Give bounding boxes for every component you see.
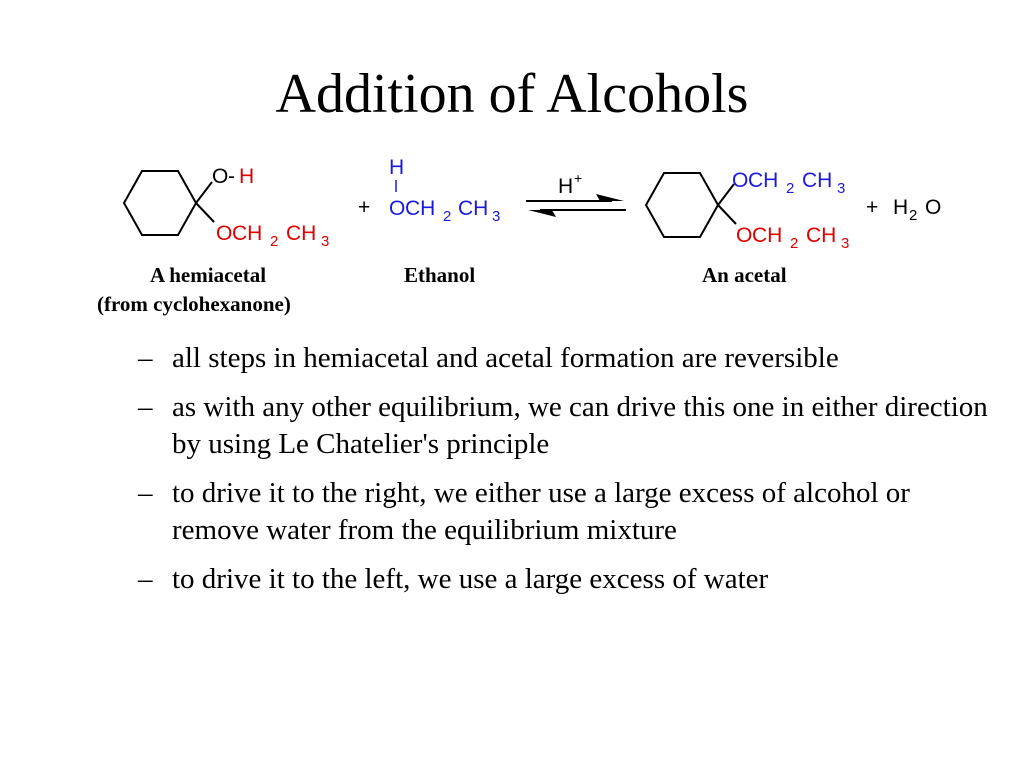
ethanol-sub2: 2 [443, 208, 452, 225]
hemiacetal-oh [212, 165, 254, 188]
bullet-dash: – [138, 391, 153, 423]
acetal-bottom-sub2: 2 [790, 235, 799, 252]
ethanol-o: O [389, 197, 406, 220]
bullet-text: all steps in hemiacetal and acetal formation are reversible [172, 342, 839, 374]
equilibrium-arrows [526, 194, 626, 217]
reaction-scheme [0, 0, 1024, 330]
bullet-dash: – [138, 477, 153, 509]
acetal-bottom-o: O [736, 224, 753, 247]
bullet-dash: – [138, 563, 153, 595]
hemiacetal-o: O [212, 165, 229, 188]
ethoxy-ch3: CH [286, 222, 317, 245]
ethanol-ch: CH [405, 197, 436, 220]
ethoxy-sub3: 3 [321, 233, 330, 250]
water-o: O [925, 196, 942, 219]
acetal-bottom-ch3: CH [806, 224, 837, 247]
acetal-bottom-ethoxy [736, 224, 849, 252]
hemiacetal-caption: A hemiacetal [150, 263, 267, 287]
catalyst-plus: + [574, 170, 583, 186]
acetal-bottom-sub3: 3 [841, 235, 850, 252]
bullet-text: to drive it to the right, we either use a large excess of alcohol or remove water from the equilibrium mixture [172, 477, 910, 546]
hemiacetal-ethoxy [216, 222, 329, 250]
slide-title: Addition of Alcohols [275, 63, 749, 125]
acetal-top-sub2: 2 [786, 180, 795, 197]
hemiacetal-h: H [239, 165, 255, 188]
plus-sign-water: + [866, 196, 879, 219]
acetal-top-ch3: CH [802, 169, 833, 192]
bullet-item [132, 389, 992, 463]
ethoxy-sub2: 2 [270, 233, 279, 250]
bullet-text: as with any other equilibrium, we can drive this one in either direction by using Le Chatelier's principle [172, 391, 988, 460]
catalyst-label [558, 170, 582, 198]
bullet-item [132, 475, 992, 549]
ethoxy-o: O [216, 222, 233, 245]
acetal-top-ethoxy [732, 169, 845, 197]
ethanol-structure [389, 156, 500, 225]
ethoxy-ch: CH [232, 222, 263, 245]
plus-sign: + [358, 196, 371, 219]
water-sub: 2 [909, 207, 918, 224]
ethanol-sub3: 3 [492, 208, 501, 225]
acetal-caption: An acetal [702, 263, 787, 287]
acetal-ring [646, 173, 736, 237]
water-formula [893, 196, 941, 224]
hemiacetal-dash: - [228, 165, 235, 188]
water-h: H [893, 196, 909, 219]
hemiacetal-caption-sub: (from cyclohexanone) [97, 292, 291, 316]
bullet-dash: – [138, 342, 153, 374]
bullet-list [132, 340, 992, 610]
acetal-top-sub3: 3 [837, 180, 846, 197]
ethanol-ch3: CH [458, 197, 489, 220]
hemiacetal-ring [124, 171, 214, 235]
bullet-item [132, 561, 992, 598]
ethanol-h: H [389, 156, 405, 179]
bullet-item [132, 340, 992, 377]
catalyst-h: H [558, 175, 574, 198]
bullet-text: to drive it to the left, we use a large excess of water [172, 563, 769, 595]
acetal-bottom-ch: CH [752, 224, 783, 247]
acetal-top-ch: CH [748, 169, 779, 192]
ethanol-caption: Ethanol [404, 263, 476, 287]
acetal-top-o: O [732, 169, 749, 192]
